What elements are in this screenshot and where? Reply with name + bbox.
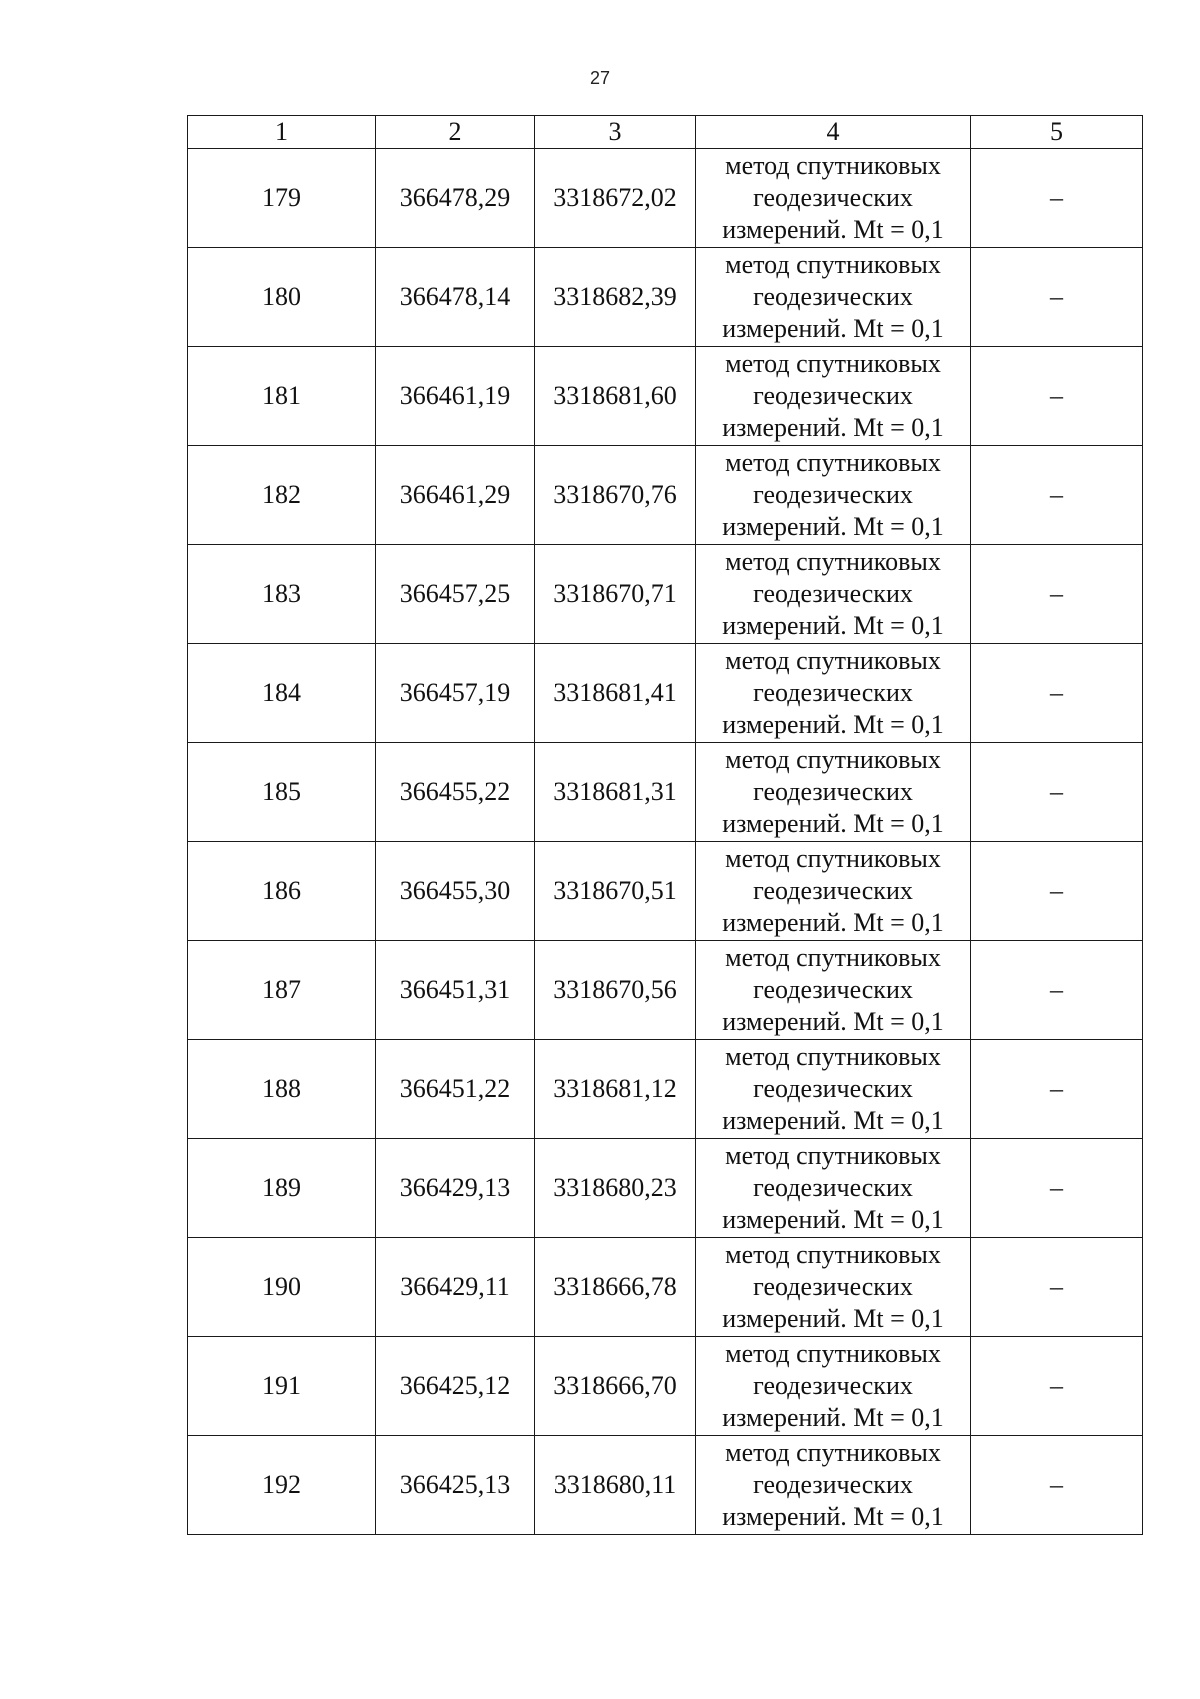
column-header-5: 5 xyxy=(971,116,1143,149)
point-number-cell: 181 xyxy=(188,347,376,446)
method-cell xyxy=(696,941,971,1040)
y-coordinate-cell: 3318670,56 xyxy=(535,941,696,1040)
y-coordinate-cell: 3318681,31 xyxy=(535,743,696,842)
method-line: измерений. Mt = 0,1 xyxy=(722,1106,944,1135)
y-coordinate-cell: 3318681,41 xyxy=(535,644,696,743)
note-cell: – xyxy=(971,1139,1143,1238)
table-row xyxy=(188,1040,1143,1139)
note-cell: – xyxy=(971,743,1143,842)
method-line: метод спутниковых xyxy=(725,1339,941,1368)
table-row xyxy=(188,1139,1143,1238)
column-header-4: 4 xyxy=(696,116,971,149)
y-coordinate-cell: 3318681,12 xyxy=(535,1040,696,1139)
x-coordinate-cell: 366457,19 xyxy=(376,644,535,743)
method-line: измерений. Mt = 0,1 xyxy=(722,1205,944,1234)
point-number-cell: 180 xyxy=(188,248,376,347)
note-cell: – xyxy=(971,446,1143,545)
note-cell: – xyxy=(971,347,1143,446)
table-header-row xyxy=(188,116,1143,149)
method-line: метод спутниковых xyxy=(725,448,941,477)
x-coordinate-cell: 366425,12 xyxy=(376,1337,535,1436)
y-coordinate-cell: 3318666,78 xyxy=(535,1238,696,1337)
table-row xyxy=(188,446,1143,545)
method-cell xyxy=(696,1139,971,1238)
note-cell: – xyxy=(971,149,1143,248)
method-line: метод спутниковых xyxy=(725,1042,941,1071)
method-line: геодезических xyxy=(753,1371,913,1400)
method-line: метод спутниковых xyxy=(725,646,941,675)
x-coordinate-cell: 366478,29 xyxy=(376,149,535,248)
x-coordinate-cell: 366461,29 xyxy=(376,446,535,545)
y-coordinate-cell: 3318680,23 xyxy=(535,1139,696,1238)
method-line: геодезических xyxy=(753,678,913,707)
table-row xyxy=(188,1238,1143,1337)
y-coordinate-cell: 3318682,39 xyxy=(535,248,696,347)
x-coordinate-cell: 366455,22 xyxy=(376,743,535,842)
method-line: измерений. Mt = 0,1 xyxy=(722,1007,944,1036)
point-number-cell: 188 xyxy=(188,1040,376,1139)
method-line: геодезических xyxy=(753,183,913,212)
x-coordinate-cell: 366425,13 xyxy=(376,1436,535,1535)
y-coordinate-cell: 3318672,02 xyxy=(535,149,696,248)
note-cell: – xyxy=(971,941,1143,1040)
table-row xyxy=(188,941,1143,1040)
method-cell xyxy=(696,347,971,446)
point-number-cell: 192 xyxy=(188,1436,376,1535)
method-line: измерений. Mt = 0,1 xyxy=(722,1304,944,1333)
y-coordinate-cell: 3318670,71 xyxy=(535,545,696,644)
note-cell: – xyxy=(971,545,1143,644)
method-line: метод спутниковых xyxy=(725,844,941,873)
y-coordinate-cell: 3318670,51 xyxy=(535,842,696,941)
method-line: метод спутниковых xyxy=(725,1141,941,1170)
note-cell: – xyxy=(971,248,1143,347)
method-line: измерений. Mt = 0,1 xyxy=(722,1502,944,1531)
table-row xyxy=(188,1337,1143,1436)
method-line: измерений. Mt = 0,1 xyxy=(722,314,944,343)
method-cell xyxy=(696,743,971,842)
method-line: измерений. Mt = 0,1 xyxy=(722,215,944,244)
x-coordinate-cell: 366429,11 xyxy=(376,1238,535,1337)
table-row xyxy=(188,842,1143,941)
method-line: геодезических xyxy=(753,1272,913,1301)
method-line: метод спутниковых xyxy=(725,151,941,180)
note-cell: – xyxy=(971,1040,1143,1139)
note-cell: – xyxy=(971,1337,1143,1436)
method-cell xyxy=(696,446,971,545)
y-coordinate-cell: 3318666,70 xyxy=(535,1337,696,1436)
method-line: геодезических xyxy=(753,876,913,905)
method-cell xyxy=(696,1040,971,1139)
method-cell xyxy=(696,248,971,347)
method-line: геодезических xyxy=(753,1173,913,1202)
y-coordinate-cell: 3318670,76 xyxy=(535,446,696,545)
point-number-cell: 185 xyxy=(188,743,376,842)
method-line: геодезических xyxy=(753,1470,913,1499)
method-line: геодезических xyxy=(753,777,913,806)
method-line: геодезических xyxy=(753,579,913,608)
method-line: метод спутниковых xyxy=(725,547,941,576)
method-line: измерений. Mt = 0,1 xyxy=(722,611,944,640)
point-number-cell: 184 xyxy=(188,644,376,743)
table-row xyxy=(188,347,1143,446)
note-cell: – xyxy=(971,644,1143,743)
method-line: измерений. Mt = 0,1 xyxy=(722,809,944,838)
note-cell: – xyxy=(971,1238,1143,1337)
x-coordinate-cell: 366451,31 xyxy=(376,941,535,1040)
method-line: измерений. Mt = 0,1 xyxy=(722,512,944,541)
method-line: метод спутниковых xyxy=(725,943,941,972)
point-number-cell: 179 xyxy=(188,149,376,248)
point-number-cell: 183 xyxy=(188,545,376,644)
method-cell xyxy=(696,842,971,941)
table-row xyxy=(188,545,1143,644)
point-number-cell: 186 xyxy=(188,842,376,941)
x-coordinate-cell: 366478,14 xyxy=(376,248,535,347)
table-row xyxy=(188,1436,1143,1535)
method-line: геодезических xyxy=(753,480,913,509)
x-coordinate-cell: 366429,13 xyxy=(376,1139,535,1238)
method-line: измерений. Mt = 0,1 xyxy=(722,908,944,937)
column-header-1: 1 xyxy=(188,116,376,149)
method-cell xyxy=(696,545,971,644)
point-number-cell: 191 xyxy=(188,1337,376,1436)
method-line: метод спутниковых xyxy=(725,250,941,279)
table-body xyxy=(188,149,1143,1535)
method-line: метод спутниковых xyxy=(725,349,941,378)
method-cell xyxy=(696,149,971,248)
coordinates-table xyxy=(187,115,1143,1535)
column-header-2: 2 xyxy=(376,116,535,149)
method-line: метод спутниковых xyxy=(725,1438,941,1467)
method-line: измерений. Mt = 0,1 xyxy=(722,710,944,739)
method-line: геодезических xyxy=(753,381,913,410)
method-line: метод спутниковых xyxy=(725,745,941,774)
method-cell xyxy=(696,1238,971,1337)
method-line: метод спутниковых xyxy=(725,1240,941,1269)
point-number-cell: 189 xyxy=(188,1139,376,1238)
point-number-cell: 190 xyxy=(188,1238,376,1337)
method-line: измерений. Mt = 0,1 xyxy=(722,413,944,442)
method-line: измерений. Mt = 0,1 xyxy=(722,1403,944,1432)
column-header-3: 3 xyxy=(535,116,696,149)
note-cell: – xyxy=(971,1436,1143,1535)
x-coordinate-cell: 366457,25 xyxy=(376,545,535,644)
method-cell xyxy=(696,1436,971,1535)
method-line: геодезических xyxy=(753,282,913,311)
method-cell xyxy=(696,1337,971,1436)
page-number: 27 xyxy=(589,68,611,88)
point-number-cell: 182 xyxy=(188,446,376,545)
table-row xyxy=(188,248,1143,347)
method-line: геодезических xyxy=(753,1074,913,1103)
method-cell xyxy=(696,644,971,743)
point-number-cell: 187 xyxy=(188,941,376,1040)
note-cell: – xyxy=(971,842,1143,941)
table-row xyxy=(188,743,1143,842)
table-row xyxy=(188,149,1143,248)
x-coordinate-cell: 366461,19 xyxy=(376,347,535,446)
method-line: геодезических xyxy=(753,975,913,1004)
x-coordinate-cell: 366451,22 xyxy=(376,1040,535,1139)
x-coordinate-cell: 366455,30 xyxy=(376,842,535,941)
table-row xyxy=(188,644,1143,743)
y-coordinate-cell: 3318681,60 xyxy=(535,347,696,446)
y-coordinate-cell: 3318680,11 xyxy=(535,1436,696,1535)
